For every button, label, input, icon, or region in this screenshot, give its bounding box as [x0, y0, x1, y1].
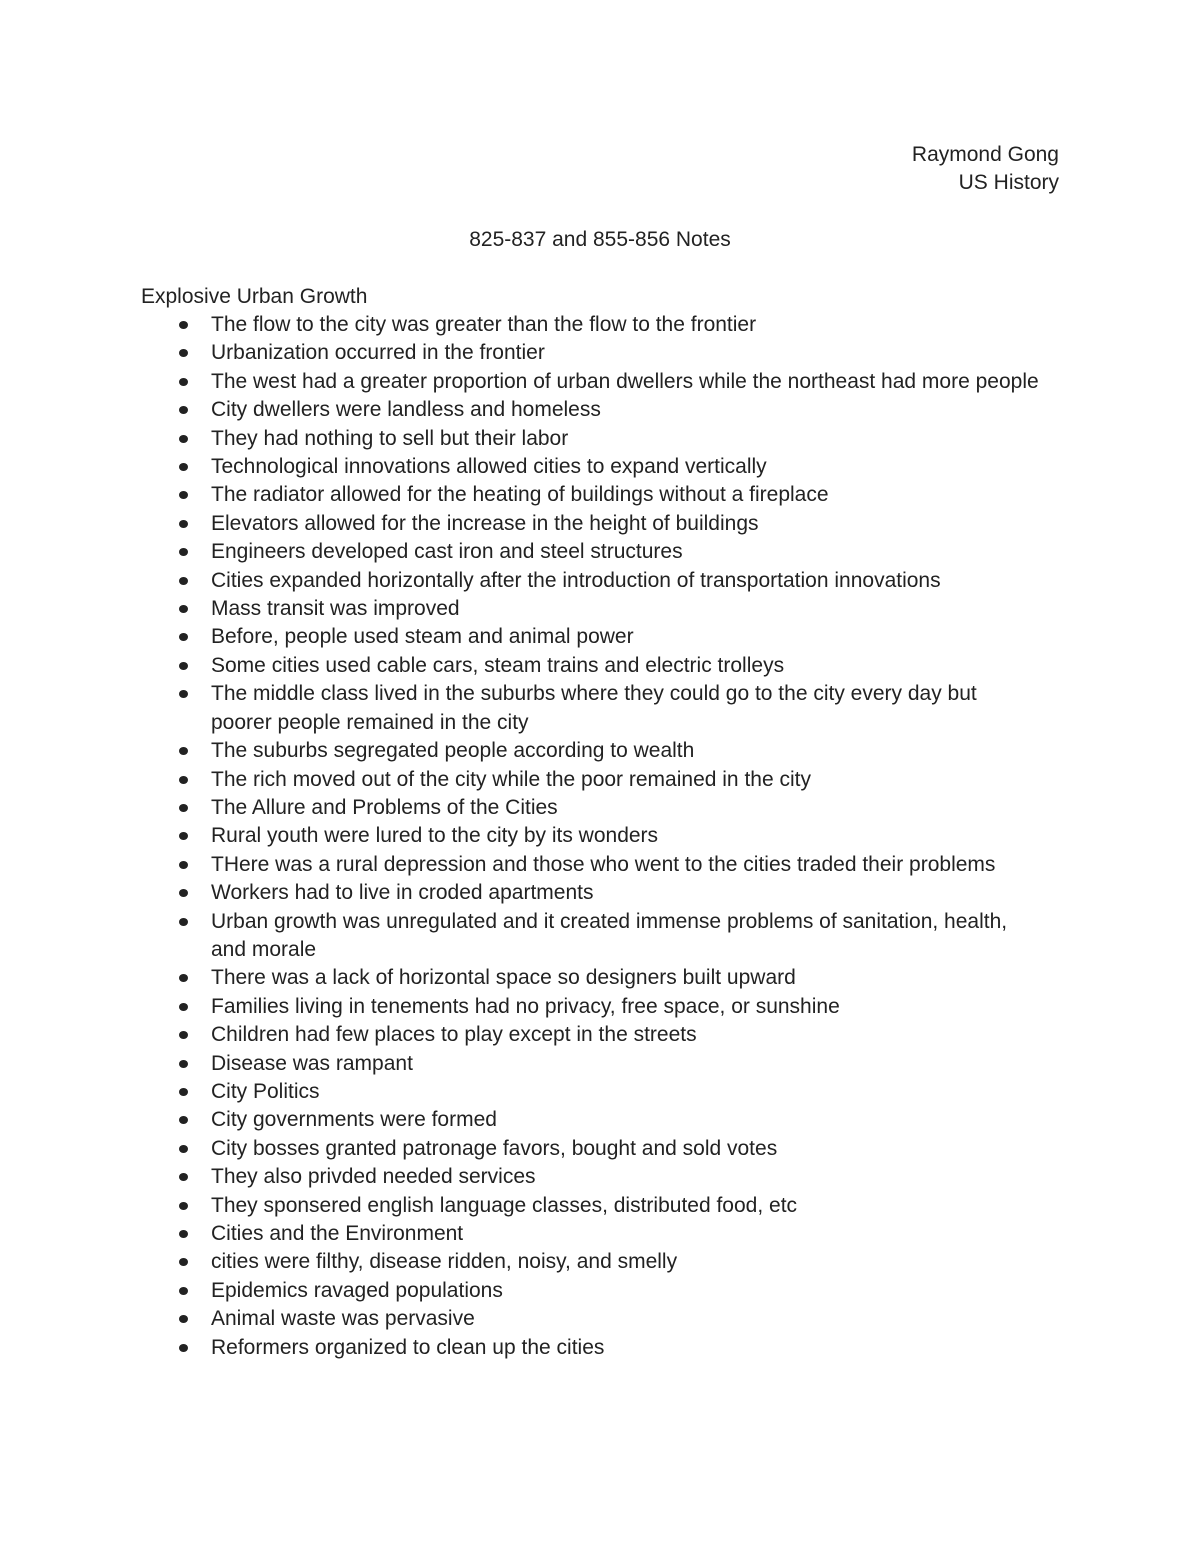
- list-item-text: City dwellers were landless and homeless: [211, 398, 601, 422]
- list-item-text: Urbanization occurred in the frontier: [211, 341, 545, 365]
- bullet-icon: [179, 1344, 188, 1352]
- bullet-icon: [179, 1287, 188, 1295]
- bullet-icon: [179, 690, 188, 698]
- list-item: [141, 822, 1041, 850]
- author-name: Raymond Gong: [911, 143, 1059, 166]
- list-item: [141, 1135, 1041, 1163]
- list-item-text: Some cities used cable cars, steam trains and electric trolleys: [211, 653, 785, 677]
- bullet-icon: [179, 1116, 188, 1124]
- list-item-text: They also privded needed services: [211, 1165, 536, 1189]
- bullet-icon: [179, 776, 188, 784]
- list-item: [141, 1163, 1041, 1191]
- list-item: [141, 396, 1041, 424]
- list-item: [141, 766, 1041, 794]
- list-item: [141, 794, 1041, 822]
- document-header: [912, 141, 1059, 198]
- list-item-text: Before, people used steam and animal power: [211, 625, 634, 649]
- bullet-icon: [179, 1315, 188, 1323]
- bullet-icon: [179, 321, 188, 329]
- list-item-text: The middle class lived in the suburbs where they could go to the city every day but poorer people remained in the city: [211, 682, 977, 734]
- list-item-text: Disease was rampant: [211, 1051, 413, 1075]
- list-item: [141, 1220, 1041, 1248]
- bullet-icon: [179, 974, 188, 982]
- list-item-text: Cities expanded horizontally after the introduction of transportation innovations: [211, 568, 941, 592]
- list-item-text: Mass transit was improved: [211, 597, 460, 621]
- list-item: [141, 652, 1041, 680]
- list-item-text: City Politics: [211, 1079, 320, 1103]
- list-item-text: City governments were formed: [211, 1108, 497, 1132]
- list-item: [141, 1021, 1041, 1049]
- list-item-text: THere was a rural depression and those who went to the cities traded their problems: [211, 852, 996, 876]
- list-item: [141, 964, 1041, 992]
- list-item: [141, 1277, 1041, 1305]
- bullet-icon: [179, 918, 188, 926]
- bullet-icon: [179, 1031, 188, 1039]
- list-item: [141, 879, 1041, 907]
- list-item: [141, 595, 1041, 623]
- bullet-icon: [179, 861, 188, 869]
- list-item-text: The rich moved out of the city while the poor remained in the city: [211, 767, 811, 791]
- list-item-text: Epidemics ravaged populations: [211, 1278, 503, 1302]
- bullet-icon: [179, 1060, 188, 1068]
- list-item: [141, 993, 1041, 1021]
- list-item: [141, 737, 1041, 765]
- list-item: [141, 1192, 1041, 1220]
- list-item: [141, 538, 1041, 566]
- bullet-icon: [179, 406, 188, 414]
- bullet-icon: [179, 633, 188, 641]
- bullet-icon: [179, 1145, 188, 1153]
- list-item-text: cities were filthy, disease ridden, noisy, and smelly: [211, 1250, 678, 1274]
- bullet-icon: [179, 1088, 188, 1096]
- list-item: [141, 1248, 1041, 1276]
- bullet-icon: [179, 577, 188, 585]
- list-item-text: City bosses granted patronage favors, bought and sold votes: [211, 1136, 778, 1160]
- bullet-icon: [179, 832, 188, 840]
- bullet-icon: [179, 889, 188, 897]
- list-item: [141, 851, 1041, 879]
- bullet-icon: [179, 491, 188, 499]
- list-item: [141, 425, 1041, 453]
- list-item-text: Children had few places to play except in the streets: [211, 1023, 697, 1047]
- list-item-text: Reformers organized to clean up the cities: [211, 1335, 605, 1359]
- list-item-text: They sponsered english language classes, distributed food, etc: [211, 1193, 798, 1217]
- bullet-icon: [179, 1258, 188, 1266]
- bullet-icon: [179, 1202, 188, 1210]
- list-item: [141, 510, 1041, 538]
- list-item: [141, 453, 1041, 481]
- bullet-icon: [179, 804, 188, 812]
- list-item: [141, 1305, 1041, 1333]
- list-item-text: Urban growth was unregulated and it created immense problems of sanitation, health, and morale: [211, 909, 1008, 961]
- bullet-icon: [179, 662, 188, 670]
- list-item-text: The flow to the city was greater than the flow to the frontier: [211, 313, 757, 336]
- bullet-icon: [179, 349, 188, 357]
- list-item: [141, 1334, 1041, 1362]
- list-item-text: The radiator allowed for the heating of buildings without a fireplace: [211, 483, 829, 507]
- document-title: 825-837 and 855-856 Notes: [469, 228, 731, 251]
- list-item: [141, 908, 1041, 965]
- list-item-text: Elevators allowed for the increase in the height of buildings: [211, 511, 759, 535]
- bullet-icon: [179, 520, 188, 528]
- bullet-icon: [179, 1173, 188, 1181]
- list-item: [141, 368, 1041, 396]
- list-item: [141, 311, 1041, 339]
- bullet-icon: [179, 548, 188, 556]
- list-item: [141, 481, 1041, 509]
- list-item: [141, 1106, 1041, 1134]
- course-name: US History: [958, 171, 1059, 195]
- list-item-text: The Allure and Problems of the Cities: [211, 795, 558, 819]
- list-item-text: The suburbs segregated people according to wealth: [211, 739, 695, 763]
- list-item: [141, 1078, 1041, 1106]
- bullet-icon: [179, 605, 188, 613]
- list-item: [141, 339, 1041, 367]
- bullet-icon: [179, 378, 188, 386]
- list-item: [141, 680, 1041, 737]
- list-item-text: Cities and the Environment: [211, 1222, 464, 1245]
- list-item-text: Workers had to live in croded apartments: [211, 881, 594, 905]
- list-item-text: Rural youth were lured to the city by its wonders: [211, 824, 659, 848]
- list-item: [141, 1050, 1041, 1078]
- list-item-text: The west had a greater proportion of urban dwellers while the northeast had more people: [211, 369, 1039, 393]
- notes-list: [141, 311, 1041, 1362]
- list-item: [141, 623, 1041, 651]
- list-item-text: Families living in tenements had no privacy, free space, or sunshine: [211, 994, 840, 1018]
- section-heading: Explosive Urban Growth: [141, 285, 368, 308]
- list-item: [141, 567, 1041, 595]
- list-item-text: Technological innovations allowed cities to expand vertically: [211, 455, 767, 479]
- bullet-icon: [179, 435, 188, 443]
- bullet-icon: [179, 463, 188, 471]
- list-item-text: They had nothing to sell but their labor: [211, 426, 569, 450]
- list-item-text: Engineers developed cast iron and steel structures: [211, 540, 683, 564]
- bullet-icon: [179, 747, 188, 755]
- list-item-text: Animal waste was pervasive: [211, 1307, 475, 1331]
- bullet-icon: [179, 1003, 188, 1011]
- bullet-icon: [179, 1230, 188, 1238]
- list-item-text: There was a lack of horizontal space so designers built upward: [211, 966, 796, 990]
